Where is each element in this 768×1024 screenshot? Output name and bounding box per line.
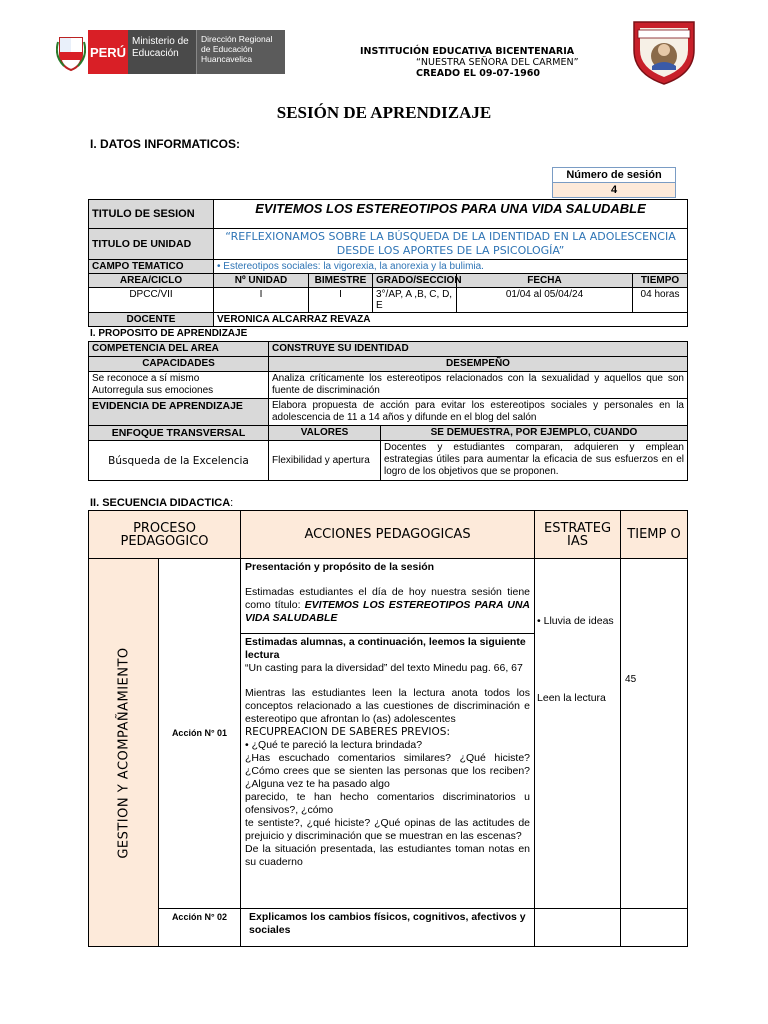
tiempo-cell [621, 559, 688, 909]
institution-block [360, 46, 600, 79]
capacidades-label: CAPACIDADES [89, 357, 269, 372]
val-area: DPCC/VII [89, 288, 214, 313]
block3-title: Explicamos los cambios físicos, cognitivos, afectivos y sociales [241, 909, 535, 947]
val-fecha: 01/04 al 05/04/24 [457, 288, 633, 313]
titulo-sesion: EVITEMOS LOS ESTEREOTIPOS PARA UNA VIDA SALUDABLE [214, 200, 688, 229]
regional-label: Dirección Regional de Educación Huancavelica [196, 30, 285, 74]
competencia: CONSTRUYE SU IDENTIDAD [269, 342, 688, 357]
capacidades [89, 372, 269, 399]
col-grado: GRADO/SECCION [373, 274, 457, 288]
institution-patron: “NUESTRA SEÑORA DEL CARMEN” [416, 57, 579, 68]
col-area: AREA/CICLO [89, 274, 214, 288]
demuestra: Docentes y estudiantes comparan, adquieren y emplean estrategias útiles para aumentar la eficacia de sus esfuerzos en el logro de los objetivos que se proponen. [381, 441, 688, 481]
docente: VERONICA ALCARRAZ REVAZA [214, 313, 688, 327]
enfoque: Búsqueda de la Excelencia [89, 441, 269, 481]
block2 [241, 633, 534, 869]
titulo-sesion-label: TITULO DE SESION [89, 200, 214, 229]
desempeno-label: DESEMPEÑO [269, 357, 688, 372]
campo-tematico: • Estereotipos sociales: la vigorexia, la anorexia y la bulimia. [214, 260, 688, 274]
estrategia-2: Leen la lectura [537, 692, 606, 704]
block2-q3: parecido, te han hecho comentarios discriminatorios u ofensivos?, ¿cómo [245, 791, 531, 816]
session-number-value: 4 [553, 183, 676, 198]
section-datos-title: I. DATOS INFORMATICOS: [90, 137, 240, 151]
estrategia-1: • Lluvia de ideas [537, 615, 614, 627]
accion-1: Acción N° 01 [159, 559, 241, 909]
gestion-label: GESTION Y ACOMPAÑAMIENTO [116, 646, 131, 859]
block2-q1: • ¿Qué te pareció la lectura brindada? [245, 739, 423, 751]
tiempo-value: 45 [625, 674, 637, 685]
docente-label: DOCENTE [89, 313, 214, 327]
valores-label: VALORES [269, 426, 381, 441]
capacidad-1: Se reconoce a sí mismo [92, 373, 200, 384]
block1-title: Presentación y propósito de la sesión [245, 561, 435, 573]
block2-saberes: RECUPREACION DE SABERES PREVIOS: [245, 726, 450, 738]
desempeno: Analiza críticamente los estereotipos relacionados con la sexualidad y aquellos que son fuente de discriminación [269, 372, 688, 399]
competencia-label: COMPETENCIA DEL AREA [89, 342, 269, 357]
document-title: SESIÓN DE APRENDIZAJE [276, 103, 492, 122]
session-number-box [552, 167, 676, 198]
col-bimestre: BIMESTRE [309, 274, 373, 288]
secuencia-table [88, 510, 688, 947]
gestion-cell [89, 559, 159, 947]
titulo-unidad: “REFLEXIONAMOS SOBRE LA BÚSQUEDA DE LA IDENTIDAD EN LA ADOLESCENCIA DESDE LOS APORTES DE LA PSICOLOGÍA” [214, 229, 688, 260]
block2-p1: Mientras las estudiantes leen la lectura anota todos los conceptos relacionado a las cuestiones de discriminación e estereotipo que afrontan lo (as) adolescentes [245, 687, 531, 725]
section-proposito-title: I. PROPOSITO DE APRENDIZAJE [90, 328, 248, 339]
estrategias-cell [535, 559, 621, 909]
header-proceso: PROCESO PEDAGOGICO [89, 511, 241, 559]
institution-name: INSTITUCIÓN EDUCATIVA BICENTENARIA [360, 46, 575, 57]
header-estrategias: ESTRATEG IAS [535, 511, 621, 559]
block2-ref: “Un casting para la diversidad” del texto Minedu pag. 66, 67 [245, 662, 523, 674]
block2-title: Estimadas alumnas, a continuación, leemos la siguiente lectura [245, 636, 526, 661]
col-unidad: Nº UNIDAD [214, 274, 309, 288]
tiempo-cell-2 [621, 909, 688, 947]
accion-2: Acción N° 02 [159, 909, 241, 947]
header-acciones: ACCIONES PEDAGOGICAS [241, 511, 535, 559]
enfoque-label: ENFOQUE TRANSVERSAL [89, 426, 269, 441]
block1-text-a: Estimadas estudiantes el día de hoy nuestra sesión tiene como título: [245, 586, 531, 611]
col-fecha: FECHA [457, 274, 633, 288]
val-tiempo: 04 horas [633, 288, 688, 313]
val-unidad: I [214, 288, 309, 313]
capacidad-2: Autorregula sus emociones [92, 385, 214, 396]
titulo-unidad-label: TITULO DE UNIDAD [89, 229, 214, 260]
section-secuencia-title [90, 497, 233, 509]
evidencia: Elabora propuesta de acción para evitar los estereotipos sociales y personales en la adolescencia de 11 a 14 años y difunde en el blog del salón [269, 399, 688, 426]
peru-coat-of-arms-icon [54, 30, 88, 74]
institution-founded: CREADO EL 09-07-1960 [416, 68, 541, 79]
block2-q2: ¿Has escuchado comentarios similares? ¿Qué hiciste? ¿Cómo crees que se sienten las personas que los reciben? ¿Alguna vez te ha pasado algo [245, 752, 531, 790]
minedu-logo [54, 30, 290, 74]
campo-label: CAMPO TEMATICO [89, 260, 214, 274]
acciones-block-1 [241, 559, 535, 909]
header-tiempo: TIEMP O [621, 511, 688, 559]
col-tiempo: TIEMPO [633, 274, 688, 288]
school-crest-icon [628, 16, 700, 86]
estrategias-cell-2 [535, 909, 621, 947]
block2-q5: De la situación presentada, las estudiantes toman notas en su cuaderno [245, 843, 531, 868]
block1-text-b: EVITEMOS LOS ESTEREOTIPOS PARA UNA VIDA SALUDABLE [245, 599, 531, 624]
demuestra-label: SE DEMUESTRA, POR EJEMPLO, CUANDO [381, 426, 688, 441]
session-number-label: Número de sesión [553, 168, 676, 183]
peru-label: PERÚ [88, 30, 128, 74]
proposito-table [88, 341, 688, 481]
block1-text [245, 586, 530, 625]
val-bimestre: I [309, 288, 373, 313]
val-grado: 3°/AP, A ,B, C, D, E [373, 288, 457, 313]
evidencia-label: EVIDENCIA DE APRENDIZAJE [89, 399, 269, 426]
valores: Flexibilidad y apertura [269, 441, 381, 481]
secuencia-title-colon: : [230, 497, 234, 509]
secuencia-title-text: II. SECUENCIA DIDACTICA [90, 497, 231, 509]
block2-q4: te sentiste?, ¿qué hiciste? ¿Qué opinas de las actitudes de prejuicio y discriminación que se muestran en las escenas? [245, 817, 531, 842]
datos-table [88, 199, 688, 327]
ministry-label: Ministerio de Educación [128, 30, 196, 74]
